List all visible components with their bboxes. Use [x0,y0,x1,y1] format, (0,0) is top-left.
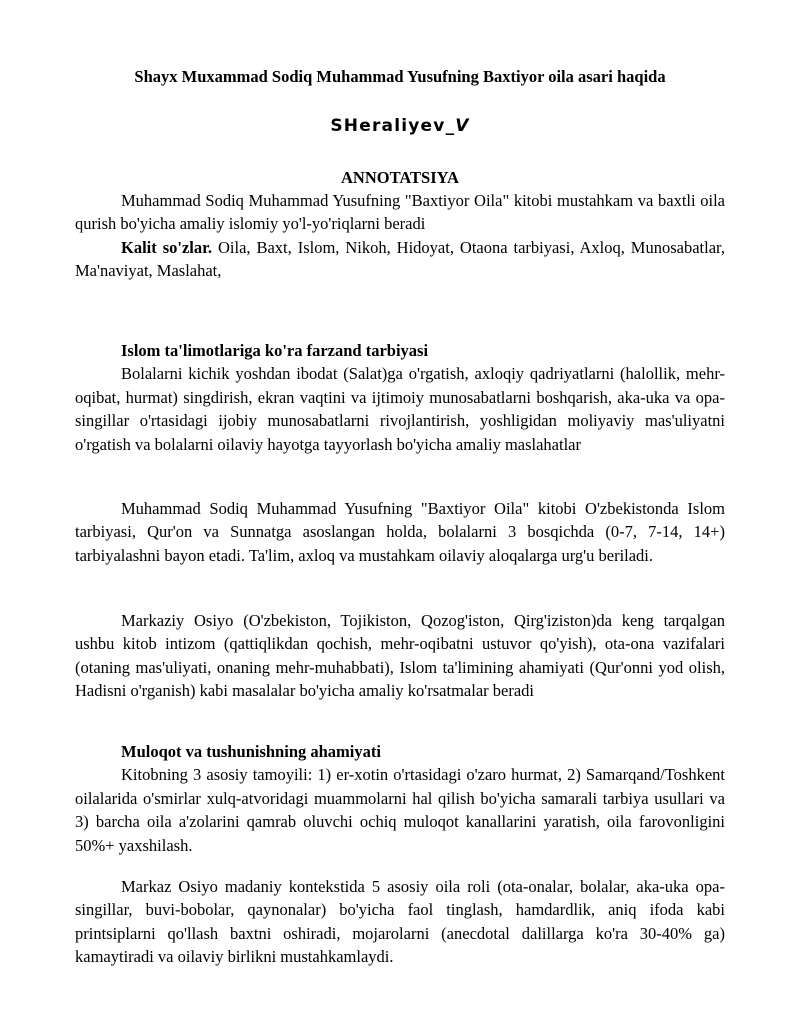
section-communication [75,740,725,857]
section2-paragraph-1: Kitobning 3 asosiy tamoyili: 1) er-xotin o'rtasidagi o'zaro hurmat, 2) Samarqand/Toshkent oilalarida o'smirlar xulq-atvoridagi muammolarni hal qilish bo'yicha samarali tarbiya usullari va 3) barcha oila a'zolarini qamrab oluvchi ochiq muloqot kanallarini yaratish, oila farovonligini 50%+ yaxshilash. [75,765,725,855]
annotation-heading: ANNOTATSIYA [341,168,459,187]
section-child-upbringing [75,339,725,456]
section1-heading: Islom ta'limotlariga ko'ra farzand tarbiyasi [121,341,429,360]
author-name [75,115,725,138]
author-initial: V [455,116,470,136]
author-surname: SHeraliyev_ [330,116,456,136]
section2-paragraph-2: Markaz Osiyo madaniy kontekstida 5 asosiy oila roli (ota-onalar, bolalar, aka-uka opa-singillar, buvi-bobolar, qaynonalar) bo'yicha faol tinglash, hamdardlik, aniq ifoda kabi printsiplarni qo'llash baxtni oshiradi, mojarolarni (anecdotal dalillarga ko'ra 30-40% ga) kamaytiradi va oilaviy birlikni mustahkamlaydi. [75,877,725,967]
keywords-paragraph [75,236,725,283]
section1-paragraph-2: Muhammad Sodiq Muhammad Yusufning "Baxtiyor Oila" kitobi O'zbekistonda Islom tarbiyasi, Qur'on va Sunnatga asoslangan holda, bolalarni 3 bosqichda (0-7, 7-14, 14+) tarbiyalashni bayon etadi. Ta'lim, axloq va mustahkam oilaviy aloqalarga urg'u beriladi. [75,499,725,565]
document-title: Shayx Muxammad Sodiq Muhammad Yusufning Baxtiyor oila asari haqida [134,67,666,86]
annotation-text: Muhammad Sodiq Muhammad Yusufning "Baxtiyor Oila" kitobi mustahkam va baxtli oila qurish bo'yicha amaliy islomiy yo'l-yo'riqlarni beradi [75,191,725,234]
keywords-label: Kalit so'zlar. [121,237,213,257]
section2-heading: Muloqot va tushunishning ahamiyati [121,742,381,761]
section1-paragraph-3-wrap [75,609,725,703]
section1-paragraph-1: Bolalarni kichik yoshdan ibodat (Salat)ga o'rgatish, axloqiy qadriyatlarni (halollik, mehr-oqibat, hurmat) singdirish, ekran vaqtini va ijtimoiy munosabatlarni boshqarish, aka-uka va opa-singillar o'rtasidagi ijobiy munosabatlarni rivojlantirish, yoshligidan moliyaviy mas'uliyatni o'rgatish va bolalarni oilaviy hayotga tayyorlash bo'yicha amaliy maslahatlar [75,364,725,454]
keywords-list: Oila, Baxt, Islom, Nikoh, Hidoyat, Otaona tarbiyasi, Axloq, Munosabatlar, Ma'naviyat, Maslahat, [75,237,725,281]
section1-paragraph-3: Markaziy Osiyo (O'zbekiston, Tojikiston, Qozog'iston, Qirg'iziston)da keng tarqalgan ushbu kitob intizom (qattiqlikdan qochish, mehr-oqibatni ustuvor qo'yish), ota-ona vazifalari (otaning mas'uliyati, onaning mehr-muhabbati), Islom ta'limining ahamiyati (Qur'onni yod olish, Hadisni o'rganish) kabi masalalar bo'yicha amaliy ko'rsatmalar beradi [75,611,725,701]
annotation-section [75,189,725,283]
section1-paragraph-2-wrap [75,497,725,567]
section2-paragraph-2-wrap [75,875,725,969]
